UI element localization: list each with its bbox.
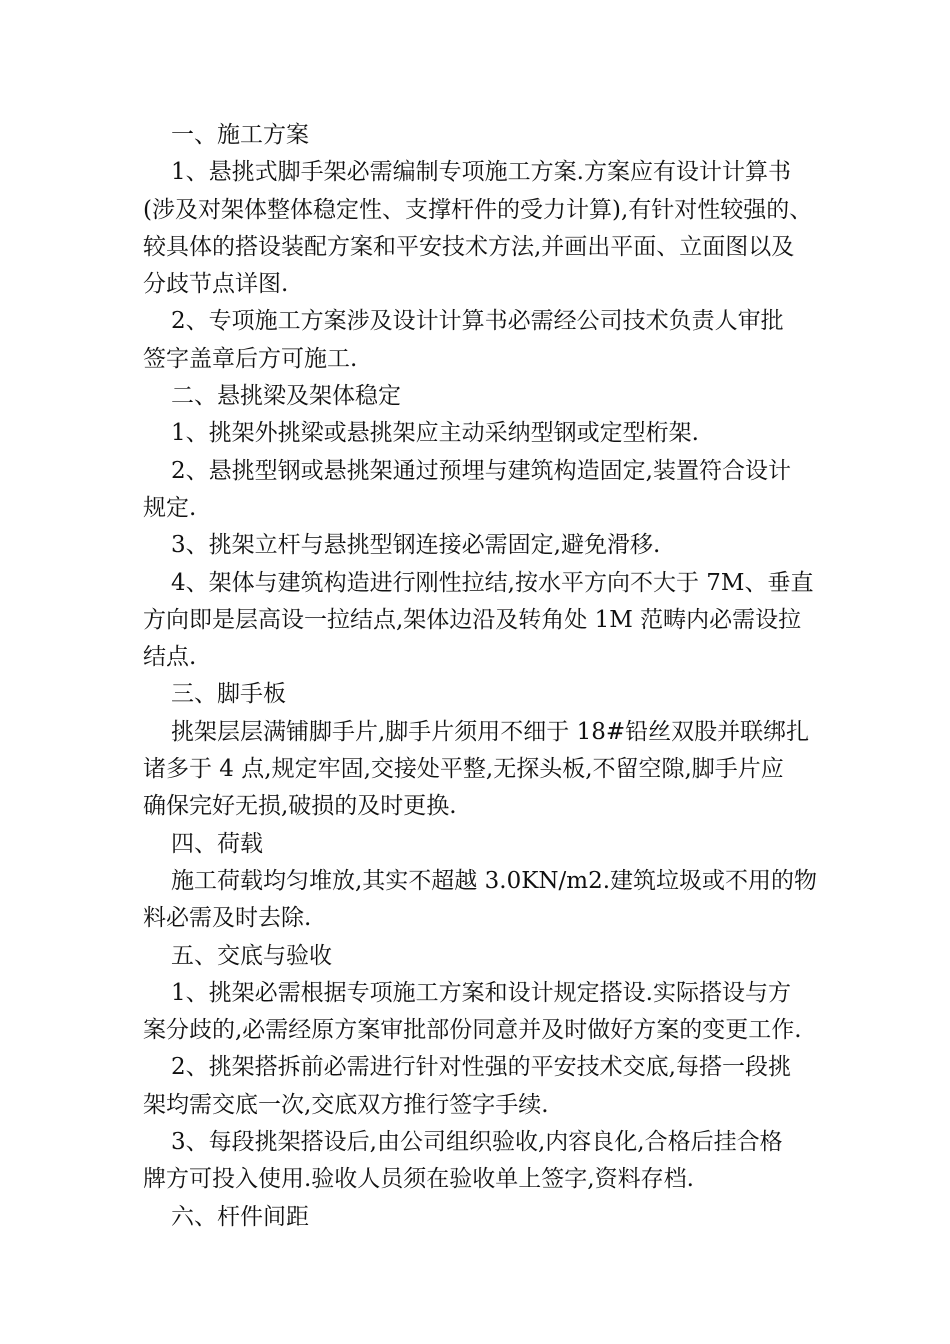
- text-line: 料必需及时去除.: [143, 905, 312, 932]
- text-line: 挑架层层满铺脚手片,脚手片须用不细于 18#铅丝双股并联绑扎: [171, 718, 810, 745]
- document-body: [143, 117, 823, 1236]
- text-line: 四、荷载: [171, 830, 263, 857]
- text-line: 较具体的搭设装配方案和平安技术方法,并画出平面、立面图以及: [143, 233, 795, 260]
- text-line: 签字盖章后方可施工.: [143, 345, 358, 372]
- text-line: 3、挑架立杆与悬挑型钢连接必需固定,避免滑移.: [171, 532, 661, 559]
- text-line: 2、专项施工方案涉及设计计算书必需经公司技术负责人审批: [171, 308, 784, 335]
- text-line: 五、交底与验收: [171, 942, 332, 969]
- text-line: 分歧节点详图.: [143, 271, 289, 298]
- text-line: 方向即是层高设一拉结点,架体边沿及转角处 1M 范畴内必需设拉: [143, 606, 802, 633]
- text-line: 1、悬挑式脚手架必需编制专项施工方案.方案应有设计计算书: [171, 159, 791, 186]
- text-line: 结点.: [143, 644, 197, 671]
- text-line: 3、每段挑架搭设后,由公司组织验收,内容良化,合格后挂合格: [171, 1129, 783, 1156]
- text-line: 施工荷载均匀堆放,其实不超越 3.0KN/m2.建筑垃圾或不用的物: [171, 867, 818, 894]
- text-line: 六、杆件间距: [171, 1203, 309, 1230]
- text-line: 案分歧的,必需经原方案审批部份同意并及时做好方案的变更工作.: [143, 1017, 802, 1044]
- text-line: 一、施工方案: [171, 122, 309, 148]
- text-line: 1、挑架必需根据专项施工方案和设计规定搭设.实际搭设与方: [171, 979, 791, 1006]
- text-line: 三、脚手板: [171, 681, 286, 708]
- text-line: 牌方可投入使用.验收人员须在验收单上签字,资料存档.: [143, 1166, 694, 1193]
- text-line: 2、悬挑型钢或悬挑架通过预埋与建筑构造固定,装置符合设计: [171, 457, 791, 484]
- text-line: 4、架体与建筑构造进行刚性拉结,按水平方向不大于 7M、垂直: [171, 569, 814, 596]
- text-line: (涉及对架体整体稳定性、支撑杆件的受力计算),有针对性较强的、: [143, 196, 813, 223]
- text-line: 诸多于 4 点,规定牢固,交接处平整,无探头板,不留空隙,脚手片应: [143, 756, 784, 783]
- text-line: 1、挑架外挑梁或悬挑架应主动采纳型钢或定型桁架.: [171, 420, 699, 447]
- text-line: 规定.: [143, 494, 197, 521]
- text-line: 架均需交底一次,交底双方推行签字手续.: [143, 1091, 549, 1118]
- text-line: 确保完好无损,破损的及时更换.: [143, 793, 457, 820]
- text-line: 二、悬挑梁及架体稳定: [171, 383, 401, 410]
- text-line: 2、挑架搭拆前必需进行针对性强的平安技术交底,每搭一段挑: [171, 1054, 791, 1081]
